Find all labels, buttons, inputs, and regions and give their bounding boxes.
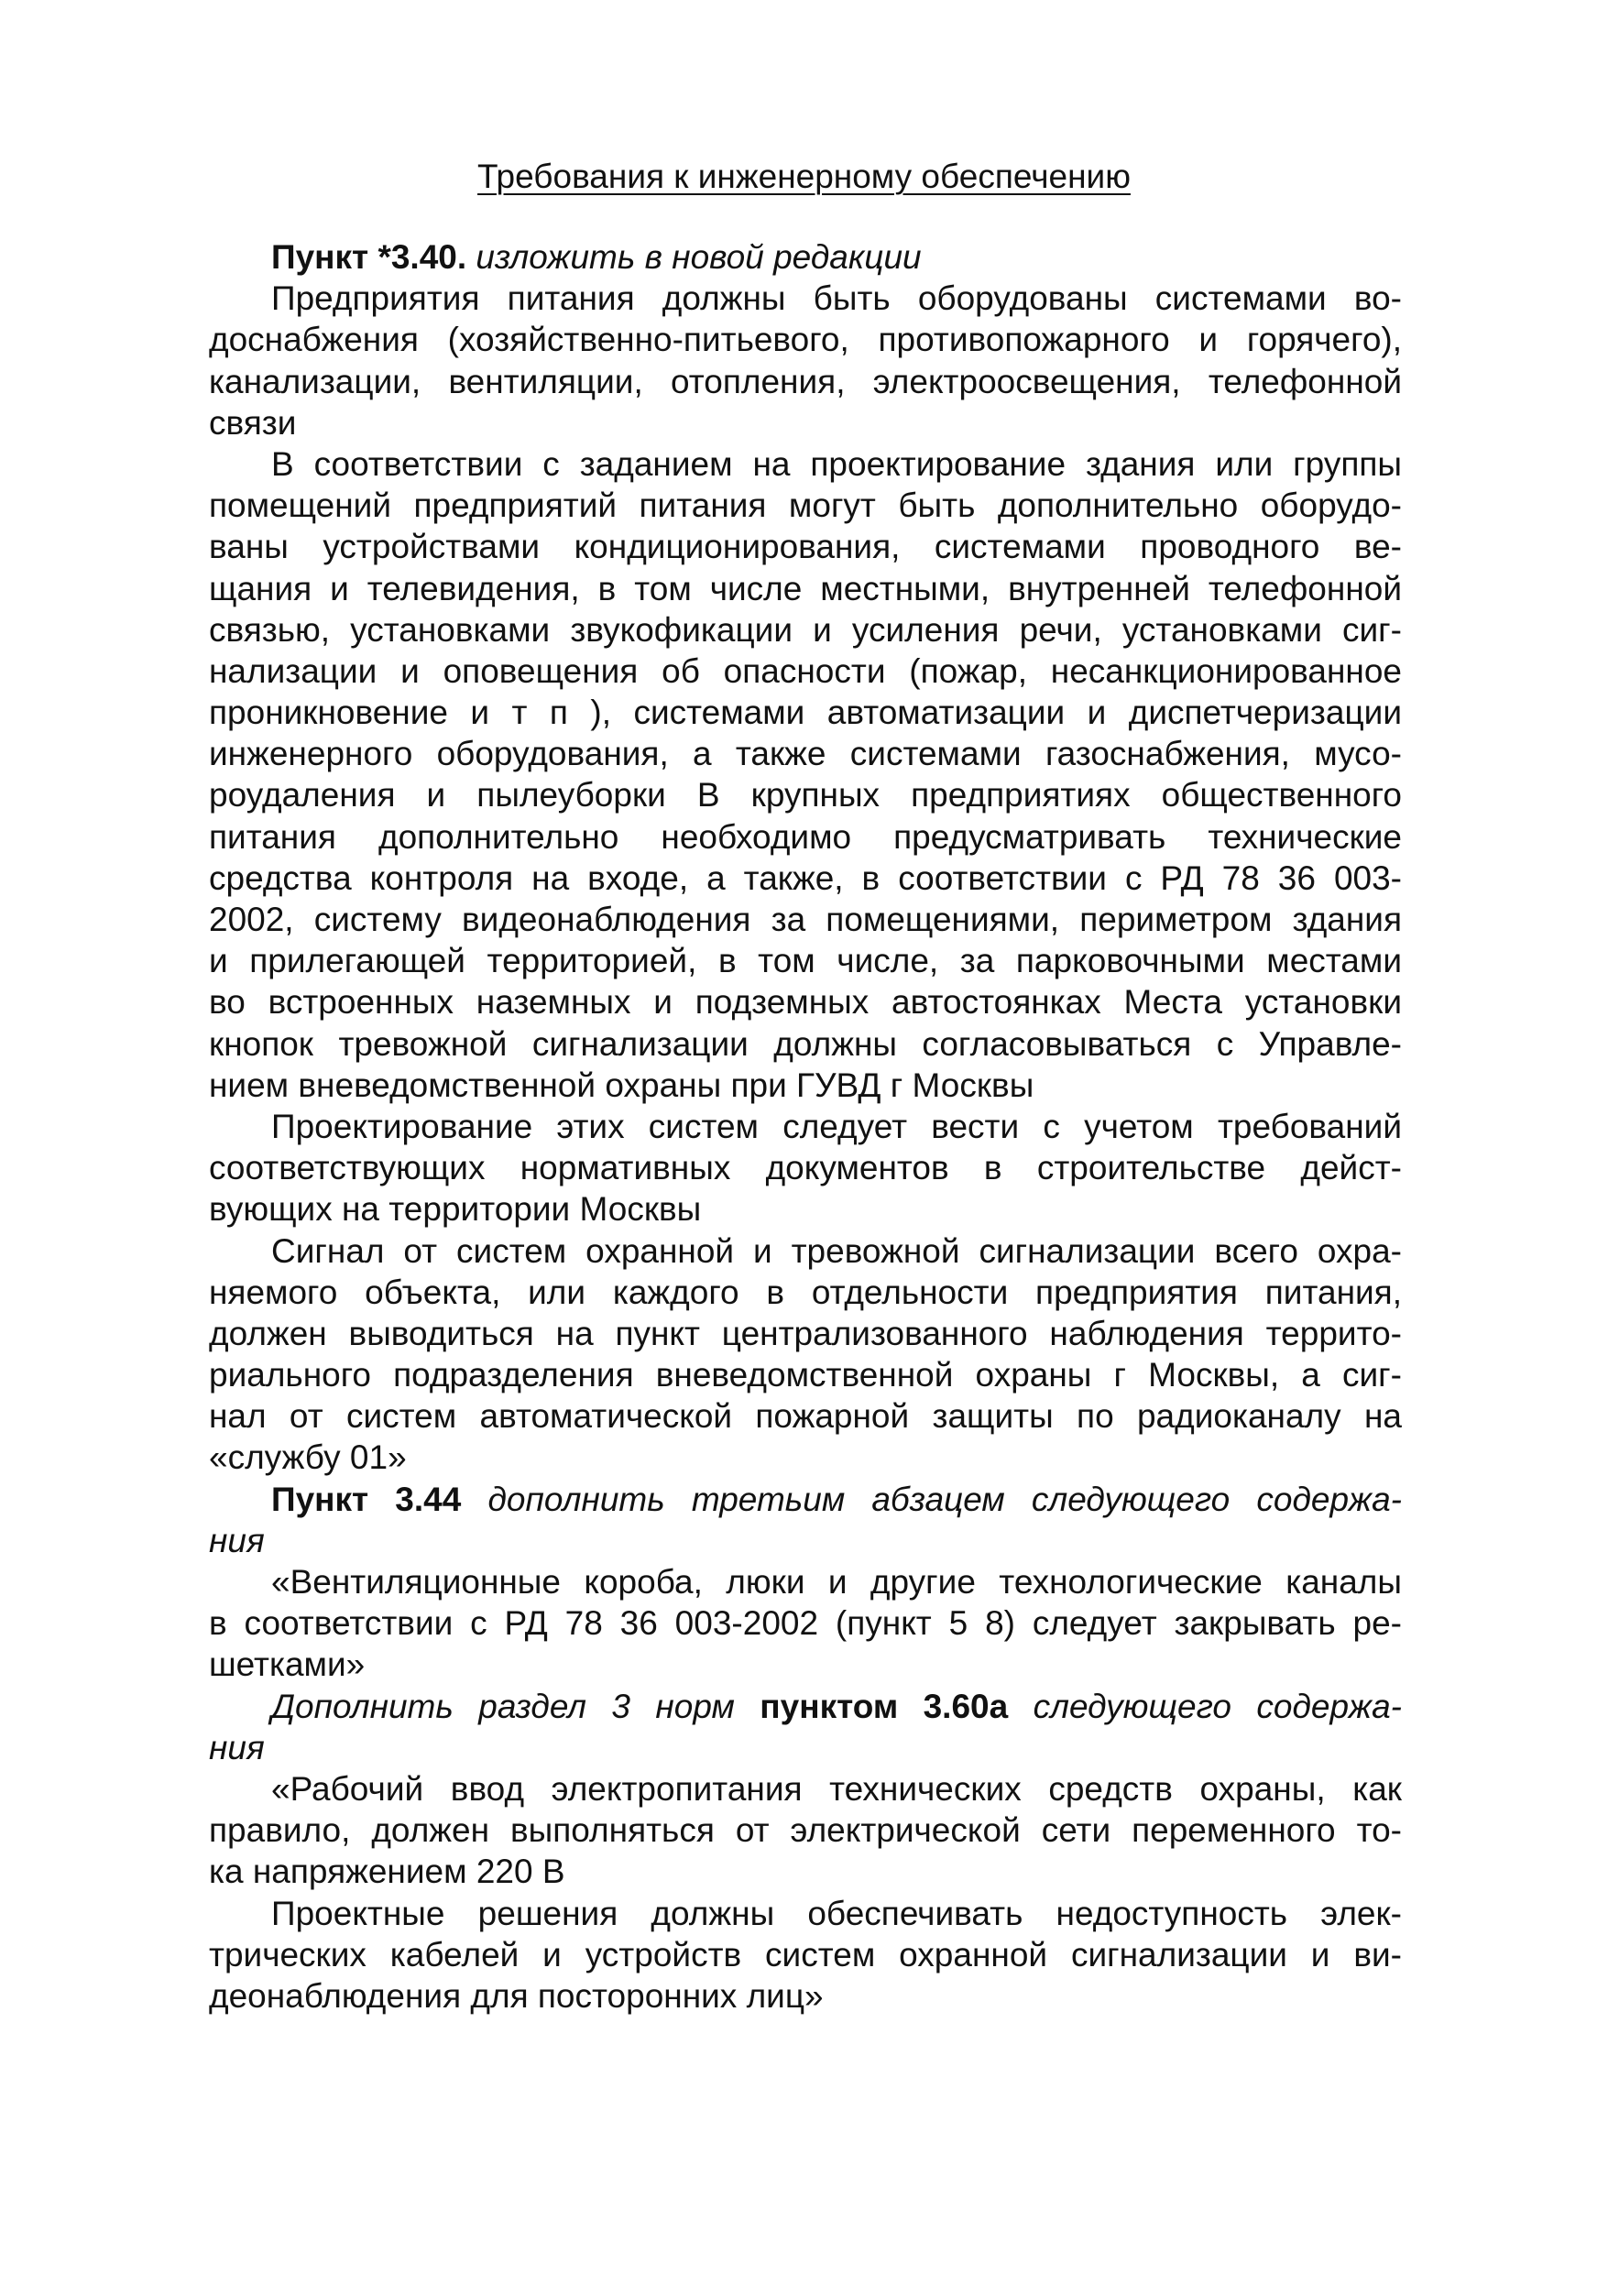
paragraph-line: кнопок тревожной сигнализации должны согласовываться с Управле- [209, 1024, 1402, 1063]
paragraph-line: ка напряжением 220 В [209, 1853, 565, 1891]
paragraph-line: роудаления и пылеуборки В крупных предприятиях общественного [209, 776, 1402, 815]
paragraph-line: нализации и оповещения об опасности (пожар, несанкционированное [209, 651, 1402, 690]
paragraph-line: шетками» [209, 1645, 366, 1684]
paragraph-line: щания и телевидения, в том числе местными, внутренней телефонной [209, 569, 1402, 607]
paragraph-line: нал от систем автоматической пожарной защиты по радиоканалу на [209, 1397, 1402, 1436]
paragraph-line: связи [209, 403, 297, 442]
clause-note: дополнить третьим абзацем следующего содержа- [487, 1480, 1402, 1518]
paragraph-line: Проектирование этих систем следует вести с учетом требований [271, 1107, 1402, 1145]
paragraph-line: канализации, вентиляции, отопления, электроосвещения, телефонной [209, 362, 1402, 400]
paragraph-line: Предприятия питания должны быть оборудованы системами во- [271, 279, 1402, 318]
paragraph-line: и прилегающей территорией, в том числе, за парковочными местами [209, 942, 1402, 980]
paragraph-line: няемого объекта, или каждого в отдельности предприятия питания, [209, 1273, 1402, 1311]
paragraph-line: В соответствии с заданием на проектирование здания или группы [271, 444, 1402, 483]
paragraph-line: средства контроля на входе, а также, в соответствии с РД 78 36 003- [209, 858, 1402, 897]
paragraph-line: помещений предприятий питания могут быть дополнительно оборудо- [209, 487, 1402, 525]
document-body [209, 236, 1402, 2017]
clause-note-continuation: ния [209, 1521, 265, 1559]
paragraph-line: трических кабелей и устройств систем охранной сигнализации и ви- [209, 1935, 1402, 1973]
clause-3-40-header [209, 236, 1402, 278]
section-heading: Требования к инженерному обеспечению [477, 158, 1131, 195]
clause-note-continuation: ния [209, 1728, 265, 1766]
clause-note: изложить в новой редакции [476, 238, 922, 276]
paragraph-line: нием вневедомственной охраны при ГУВД г Москвы [209, 1066, 1034, 1104]
paragraph-line: риального подразделения вневедомственной охраны г Москвы, а сиг- [209, 1356, 1402, 1394]
paragraph-line: связью, установками звукофикации и усиления речи, установками сиг- [209, 610, 1402, 649]
paragraph-line: соответствующих нормативных документов в строительстве дейст- [209, 1149, 1402, 1187]
clause-note: следующего содержа- [1033, 1687, 1402, 1725]
paragraph-line: «Рабочий ввод электропитания технических средств охраны, как [271, 1769, 1402, 1808]
clause-3-60a-header [209, 1686, 1402, 1727]
paragraph-line: инженерного оборудования, а также системами газоснабжения, мусо- [209, 735, 1402, 773]
paragraph-line: питания дополнительно необходимо предусматривать технические [209, 817, 1402, 856]
paragraph-line: в соответствии с РД 78 36 003-2002 (пункт 5 8) следует закрывать ре- [209, 1604, 1402, 1643]
clause-label: пунктом 3.60а [760, 1687, 1009, 1725]
paragraph-line: во встроенных наземных и подземных автостоянках Места установки [209, 983, 1402, 1022]
paragraph-line: должен выводиться на пункт централизованного наблюдения террито- [209, 1314, 1402, 1352]
paragraph-line: доснабжения (хозяйственно-питьевого, противопожарного и горячего), [209, 321, 1402, 359]
paragraph-line: Проектные решения должны обеспечивать недоступность элек- [271, 1894, 1402, 1932]
paragraph-line: 2002, систему видеонаблюдения за помещениями, периметром здания [209, 901, 1402, 938]
paragraph-line: деонаблюдения для посторонних лиц» [209, 1976, 824, 2015]
clause-note: Дополнить раздел 3 норм [271, 1687, 735, 1725]
paragraph-line: «Вентиляционные короба, люки и другие технологические каналы [271, 1563, 1402, 1601]
paragraph-line: ваны устройствами кондиционирования, системами проводного ве- [209, 528, 1402, 566]
paragraph-line: вующих на территории Москвы [209, 1190, 702, 1229]
clause-3-44-header [209, 1479, 1402, 1520]
paragraph-line: правило, должен выполняться от электрической сети переменного то- [209, 1811, 1402, 1850]
paragraph-line: Сигнал от систем охранной и тревожной сигнализации всего охра- [271, 1231, 1402, 1270]
clause-label: Пункт 3.44 [271, 1480, 462, 1518]
paragraph-line: «службу 01» [209, 1438, 407, 1477]
paragraph-line: проникновение и т п ), системами автоматизации и диспетчеризации [209, 694, 1402, 732]
clause-label: Пункт *3.40. [271, 238, 467, 276]
